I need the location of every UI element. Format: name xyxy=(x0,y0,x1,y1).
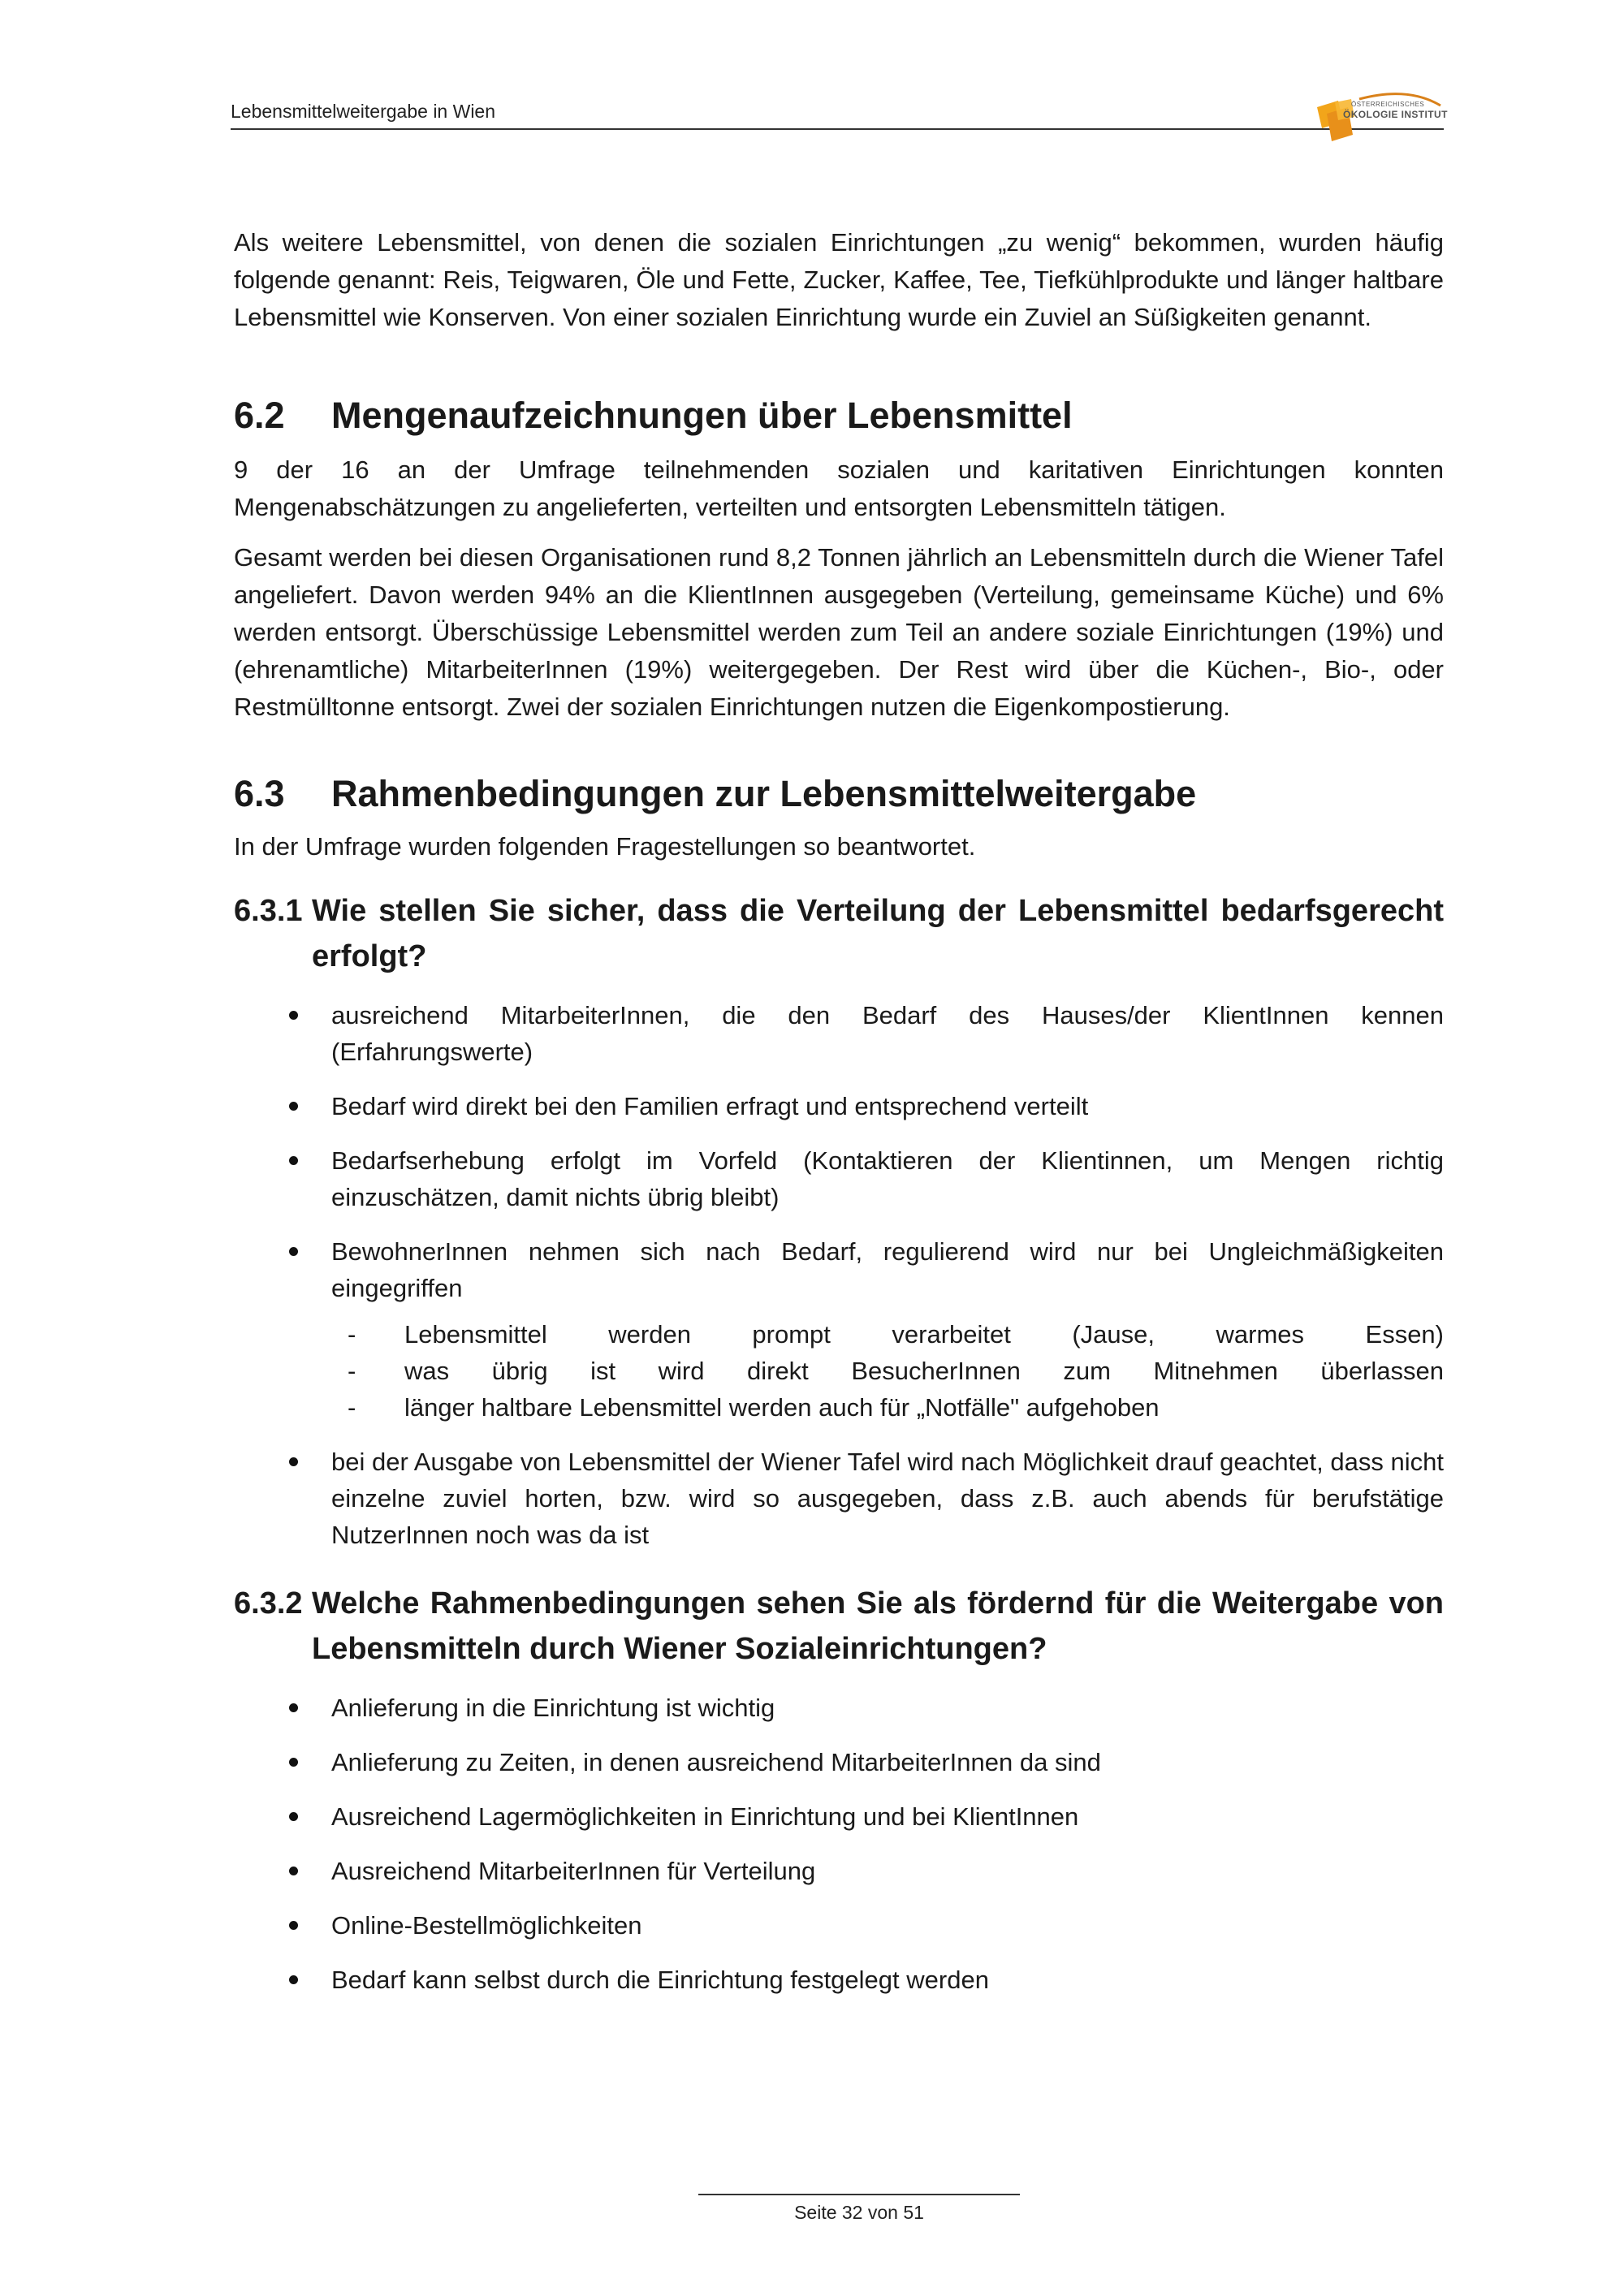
list-item: BewohnerInnen nehmen sich nach Bedarf, regulierend wird nur bei Ungleichmäßigkeiten eingegriffen - Lebensmittel werden prompt verarbeitet (Jause, warmes Essen) - was übrig ist wird direkt BesucherInnen zum Mitnehmen überlassen - länger haltbare Lebensmittel werden auch für „Notfälle" aufgehoben xyxy=(234,1233,1444,1426)
subsection-heading-6-3-2 xyxy=(234,1581,1444,1672)
oekologie-institut-logo xyxy=(1311,84,1448,143)
list-item: bei der Ausgabe von Lebensmittel der Wiener Tafel wird nach Möglichkeit drauf geachtet, dass nicht einzelne zuviel horten, bzw. wird so ausgegeben, dass z.B. auch abends für berufstätige NutzerInnen noch was da ist xyxy=(234,1444,1444,1553)
bullet-icon xyxy=(289,1011,298,1020)
section-number: 6.3 xyxy=(234,773,285,814)
bullet-icon xyxy=(289,1247,298,1256)
page-content xyxy=(234,224,1444,1998)
bullet-icon xyxy=(289,1975,298,1984)
subsection-number: 6.3.1 xyxy=(234,894,303,928)
list-item: Ausreichend Lagermöglichkeiten in Einrichtung und bei KlientInnen xyxy=(234,1798,1444,1835)
paragraph-6-2-b: Gesamt werden bei diesen Organisationen rund 8,2 Tonnen jährlich an Lebensmitteln durch die Wiener Tafel angeliefert. Davon werden 94% an die KlientInnen ausgegeben (Verteilung, gemeinsame Küche) und 6% werden entsorgt. Überschüssige Lebensmittel werden zum Teil an andere soziale Einrichtungen (19%) und (ehrenamtliche) MitarbeiterInnen (19%) weitergegeben. Der Rest wird über die Küchen-, Bio-, oder Restmülltonne entsorgt. Zwei der sozialen Einrichtungen nutzen die Eigenkompostierung. xyxy=(234,543,1444,721)
list-item: Online-Bestellmöglichkeiten xyxy=(234,1907,1444,1944)
bullet-icon xyxy=(289,1156,298,1165)
list-item: ausreichend MitarbeiterInnen, die den Bedarf des Hauses/der KlientInnen kennen (Erfahrungswerte) xyxy=(234,997,1444,1070)
sub-list xyxy=(331,1316,1444,1426)
bullet-icon xyxy=(289,1703,298,1712)
list-item: Anlieferung zu Zeiten, in denen ausreichend MitarbeiterInnen da sind xyxy=(234,1744,1444,1780)
bullet-icon xyxy=(289,1921,298,1930)
bullet-icon xyxy=(289,1457,298,1466)
paragraph-6-2-a: 9 der 16 an der Umfrage teilnehmenden sozialen und karitativen Einrichtungen konnten Mengenabschätzungen zu angelieferten, verteilten und entsorgten Lebensmitteln tätigen. xyxy=(234,455,1444,521)
page-number: Seite 32 von 51 xyxy=(794,2202,924,2223)
page-header xyxy=(231,96,1448,136)
list-item: Bedarfserhebung erfolgt im Vorfeld (Kontaktieren der Klientinnen, um Mengen richtig einzuschätzen, damit nichts übrig bleibt) xyxy=(234,1142,1444,1215)
sub-list-item: - Lebensmittel werden prompt verarbeitet (Jause, warmes Essen) xyxy=(348,1320,1444,1349)
intro-paragraph: Als weitere Lebensmittel, von denen die sozialen Einrichtungen „zu wenig“ bekommen, wurden häufig folgende genannt: Reis, Teigwaren, Öle und Fette, Zucker, Kaffee, Tee, Tiefkühlprodukte und länger haltbare Lebensmittel wie Konserven. Von einer sozialen Einrichtung wurde ein Zuviel an Süßigkeiten genannt. xyxy=(234,228,1444,331)
sub-list-item: - was übrig ist wird direkt BesucherInnen zum Mitnehmen überlassen xyxy=(348,1357,1444,1385)
bullet-icon xyxy=(289,1867,298,1875)
list-item: Anlieferung in die Einrichtung ist wichtig xyxy=(234,1690,1444,1726)
logo-text-small: ÖSTERREICHISCHES xyxy=(1351,101,1425,108)
list-item: Ausreichend MitarbeiterInnen für Verteilung xyxy=(234,1853,1444,1889)
subsection-number: 6.3.2 xyxy=(234,1586,303,1621)
section-title: Mengenaufzeichnungen über Lebensmittel xyxy=(331,395,1073,436)
bullet-list-6-3-2 xyxy=(234,1690,1444,1998)
header-title: Lebensmittelweitergabe in Wien xyxy=(231,101,496,122)
bullet-icon xyxy=(289,1102,298,1111)
section-heading-6-2 xyxy=(234,391,1444,440)
list-item: Bedarf wird direkt bei den Familien erfragt und entsprechend verteilt xyxy=(234,1088,1444,1124)
header-divider xyxy=(231,128,1444,130)
sub-list-item: - länger haltbare Lebensmittel werden auch für „Notfälle" aufgehoben xyxy=(348,1393,1160,1422)
section-heading-6-3 xyxy=(234,770,1444,818)
list-item: Bedarf kann selbst durch die Einrichtung festgelegt werden xyxy=(234,1962,1444,1998)
subsection-title: Wie stellen Sie sicher, dass die Verteilung der Lebensmittel bedarfsgerecht erfolgt? xyxy=(312,894,1444,973)
footer-divider xyxy=(698,2194,1020,2195)
paragraph-6-3-intro: In der Umfrage wurden folgenden Fragestellungen so beantwortet. xyxy=(234,832,976,861)
subsection-title: Welche Rahmenbedingungen sehen Sie als fördernd für die Weitergabe von Lebensmitteln durch Wiener Sozialeinrichtungen? xyxy=(312,1586,1444,1666)
bullet-list-6-3-1 xyxy=(234,997,1444,1553)
section-title: Rahmenbedingungen zur Lebensmittelweitergabe xyxy=(331,773,1197,814)
logo-text-main: ÖKOLOGIE INSTITUT xyxy=(1343,109,1448,120)
bullet-icon xyxy=(289,1812,298,1821)
subsection-heading-6-3-1 xyxy=(234,888,1444,979)
bullet-icon xyxy=(289,1758,298,1767)
section-number: 6.2 xyxy=(234,395,285,436)
